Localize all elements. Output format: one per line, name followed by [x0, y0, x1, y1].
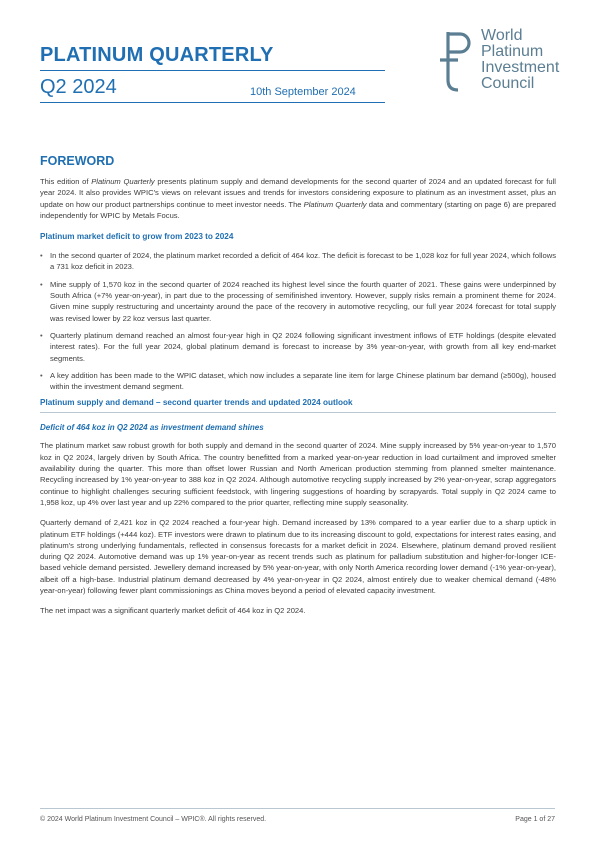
section-heading-supply-demand: Platinum supply and demand – second quarter trends and updated 2024 outlook: [40, 398, 556, 413]
body-paragraph: Quarterly demand of 2,421 koz in Q2 2024 reached a four-year high. Demand increased by 13% compared to a year earlier due to a sharp uptick in platinum ETF holdings (+444 koz). ETF investors were drawn to platinum due to its increasing discount to gold, expectations for interest rates easing, and platinum's strong underlying fundamentals, reflected in consensus forecasts for a market deficit in 2024. Elsewhere, platinum demand proved resilient during Q2 2024. Automotive demand was up 1% year-on-year as recent trends such as platinum for palladium substitution and higher-for-longer ICE-based vehicle demand persisted. Jewellery demand increased by 5% year-on-year, with only North America recording lower demand (-1% year-on-year), albeit off a high-base. Industrial platinum demand decreased by 4% year-on-year in Q2 2024, almost entirely due to weaker chemical demand (-48% year-on-year) following fewer plant commissionings as China moves beyond a period of elevated capacity investment.: [40, 518, 556, 596]
header-divider: [40, 70, 385, 71]
key-points-list: [40, 250, 556, 392]
report-header: [40, 27, 560, 146]
report-title: PLATINUM QUARTERLY: [40, 44, 274, 66]
copyright-text: © 2024 World Platinum Investment Council – WPIC®. All rights reserved.: [40, 816, 267, 823]
report-quarter: Q2 2024: [40, 76, 117, 98]
report-body: [40, 154, 556, 626]
logo-line: Council: [481, 75, 535, 92]
section-heading-deficit: Platinum market deficit to grow from 2023 to 2024: [40, 232, 234, 242]
wpic-logo-text: [481, 28, 559, 92]
list-item: • Quarterly platinum demand reached an almost four-year high in Q2 2024 following significant investment inflows of ETF holdings (despite elevated interest rates). For the full year 2024, global platinum demand is forecast to increase by 3% year-on-year, with growth from all key end-market segments.: [40, 330, 556, 364]
foreword-paragraph: This edition of Platinum Quarterly presents platinum supply and demand developments for the second quarter of 2024 and an updated forecast for full year 2024. It also provides WPIC's views on relevant issues and trends for investors considering exposure to platinum as an investment asset, plus an update on how our product partnerships continue to meet investor needs. The Platinum Quarterly data and commentary (starting on page 6) are prepared independently for WPIC by Metals Focus.: [40, 177, 556, 220]
report-date: 10th September 2024: [250, 86, 356, 98]
list-item: • Mine supply of 1,570 koz in the second quarter of 2024 reached its highest level since the fourth quarter of 2021. These gains were underpinned by South Africa (+7% year-on-year), in part due to the processing of semifinished inventory. However, supply risks remain a prominent theme for 2024. Given mine supply restructuring and uncertainty around the pace of the recovery in automotive recycling, our full year 2024 forecast for total supply was revised lower by 22 koz versus last quarter.: [40, 279, 556, 324]
list-item: • In the second quarter of 2024, the platinum market recorded a deficit of 464 koz. The deficit is forecast to be 1,028 koz for full year 2024, which follows a 731 koz deficit in 2023.: [40, 250, 556, 273]
subsection-heading: Deficit of 464 koz in Q2 2024 as investment demand shines: [40, 423, 264, 433]
page-footer: [40, 808, 555, 823]
body-paragraph: The net impact was a significant quarterly market deficit of 464 koz in Q2 2024.: [40, 606, 306, 616]
logo-line: Investment: [481, 59, 560, 76]
foreword-heading: FOREWORD: [40, 154, 115, 168]
list-item: • A key addition has been made to the WPIC dataset, which now includes a separate line item for large Chinese platinum bar demand (≥500g), housed within the investment demand segment.: [40, 370, 556, 393]
header-divider-bottom: [40, 102, 385, 103]
logo-line: Platinum: [481, 43, 544, 60]
wpic-logo: [440, 27, 570, 106]
wpic-logo-icon: [440, 30, 480, 100]
logo-line: World: [481, 27, 523, 44]
page-number: Page 1 of 27: [515, 816, 555, 823]
body-paragraph: The platinum market saw robust growth for both supply and demand in the second quarter of 2024. Mine supply increased by 5% year-on-year to 1,570 koz in Q2 2024, largely driven by South Africa. The country benefitted from a marked year-on-year reduction in load curtailment and improved smelter availability during the quarter. This more than offset lower Russian and North American production stemming from planned smelter maintenance. Recycling increased by 1% year-on-year to 388 koz in Q2 2024. Although automotive recycling supply increased by 2% year-on-year, scrap aggregators continue to highlight challenges securing sufficient feedstock, with lingering suggestions of hoarding by scrapyards. Total supply in Q2 2024 came to 1,958 koz, up 4% over last year and up 22% compared to the prior quarter, reflecting mine supply seasonality.: [40, 441, 556, 507]
